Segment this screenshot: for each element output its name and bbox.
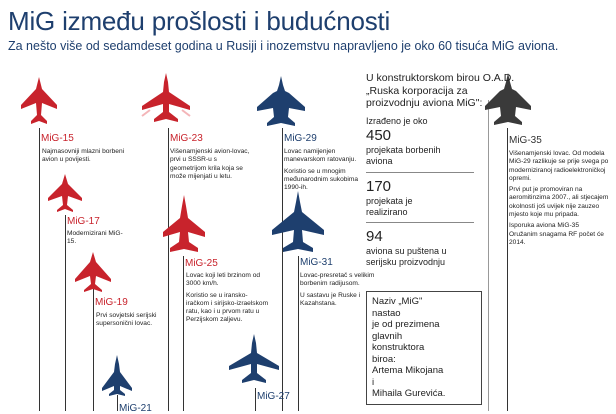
mig17-plane-icon <box>46 172 84 214</box>
mig15-desc: Najmasovniji mlazni borbeni avion u povijesti. <box>42 148 125 164</box>
mig19-plane-icon <box>73 250 113 294</box>
page-title: MiG između prošlosti i budućnosti <box>8 6 391 36</box>
mig23-desc: Višenamjenski avion-lovac, prvi u SSSR-u s geometrijom krila koja se može mijenjati u letu. <box>170 148 250 180</box>
mig27-plane-icon <box>227 333 281 388</box>
mig29-plane-icon <box>255 75 307 129</box>
mig35-desc: Višenamjenski lovac. Od modela MiG-29 razlikuje se prije svega po moderniziranoj radioelektroničkoj opremi. Prvi put je promoviran na aeromitinzima 2007., ali stjecajem okolnosti još uvijek nije zauzeo mjesto koje mu pripada. Isporuka aviona MiG-35 Oružanim snagama RF počet će 2014. <box>509 150 609 246</box>
mig17-label: MiG-17 <box>67 216 100 227</box>
timeline-line-bureau <box>488 100 489 411</box>
mig31-label: MiG-31 <box>300 257 333 268</box>
mig15-plane-icon <box>19 75 59 127</box>
name-origin-text: Naziv „MiG" nastao je od prezimena glavnih konstruktora biroa: Artema Mikojana i Mihaila Gurevića. <box>372 296 446 399</box>
mig17-desc: Modernizirani MiG-15. <box>67 230 123 246</box>
mig21-label: MiG-21 <box>119 403 152 414</box>
timeline-line-mig25 <box>183 256 184 411</box>
mig19-desc: Prvi sovjetski serijski supersonični lovac. <box>96 312 157 328</box>
stat-realized-text: projekata je realizirano <box>366 196 413 217</box>
stat-realized-number: 170 <box>366 178 392 195</box>
mig21-plane-icon <box>100 354 134 398</box>
stat-serial-text: aviona su puštena u serijsku proizvodnju <box>366 246 447 267</box>
bureau-intro: U konstruktorskom birou O.A.D. „Ruska korporacija za proizvodnju aviona MiG": <box>366 72 515 109</box>
timeline-line-mig27 <box>255 388 256 411</box>
mig31-desc: Lovac-presretač s velikim borbenim radijusom. U sastavu je Ruske i Kazahstana. <box>300 272 375 307</box>
timeline-line-mig15 <box>39 128 40 411</box>
mig15-label: MiG-15 <box>41 133 74 144</box>
timeline-line-mig31 <box>298 256 299 411</box>
mig27-label: MiG-27 <box>257 391 290 402</box>
mig29-desc: Lovac namijenjen manevarskom ratovanju. Koristio se u mnogim međunarodnim sukobima 1990-ih. <box>284 148 359 192</box>
mig25-plane-icon <box>160 194 208 256</box>
mig35-label: MiG-35 <box>509 135 542 146</box>
mig23-plane-icon <box>140 72 192 128</box>
mig25-label: MiG-25 <box>185 258 218 269</box>
bureau-lead: Izrađeno je oko <box>366 116 428 126</box>
timeline-line-mig19 <box>93 282 94 411</box>
timeline-line-mig23 <box>168 128 169 411</box>
stat-divider-1 <box>366 172 474 173</box>
stat-projects-number: 450 <box>366 127 392 144</box>
mig23-label: MiG-23 <box>170 133 203 144</box>
page-subtitle: Za nešto više od sedamdeset godina u Rusiji i inozemstvu napravljeno je oko 60 tisuća MiG aviona. <box>8 39 559 53</box>
mig25-desc: Lovac koji leti brzinom od 3000 km/h. Koristio se u iransko-iračkom i sirijsko-izraelskom ratu, kao i u prvom ratu u Perzijskom zaljevu. <box>186 272 269 324</box>
stat-divider-2 <box>366 222 474 223</box>
timeline-line-mig35 <box>507 128 508 411</box>
mig19-label: MiG-19 <box>95 297 128 308</box>
timeline-line-mig29 <box>282 128 283 411</box>
stat-serial-number: 94 <box>366 228 383 245</box>
timeline-line-mig17 <box>65 215 66 411</box>
stat-projects-text: projekata borbenih aviona <box>366 145 441 166</box>
mig29-label: MiG-29 <box>284 133 317 144</box>
mig31-plane-icon <box>269 190 327 256</box>
